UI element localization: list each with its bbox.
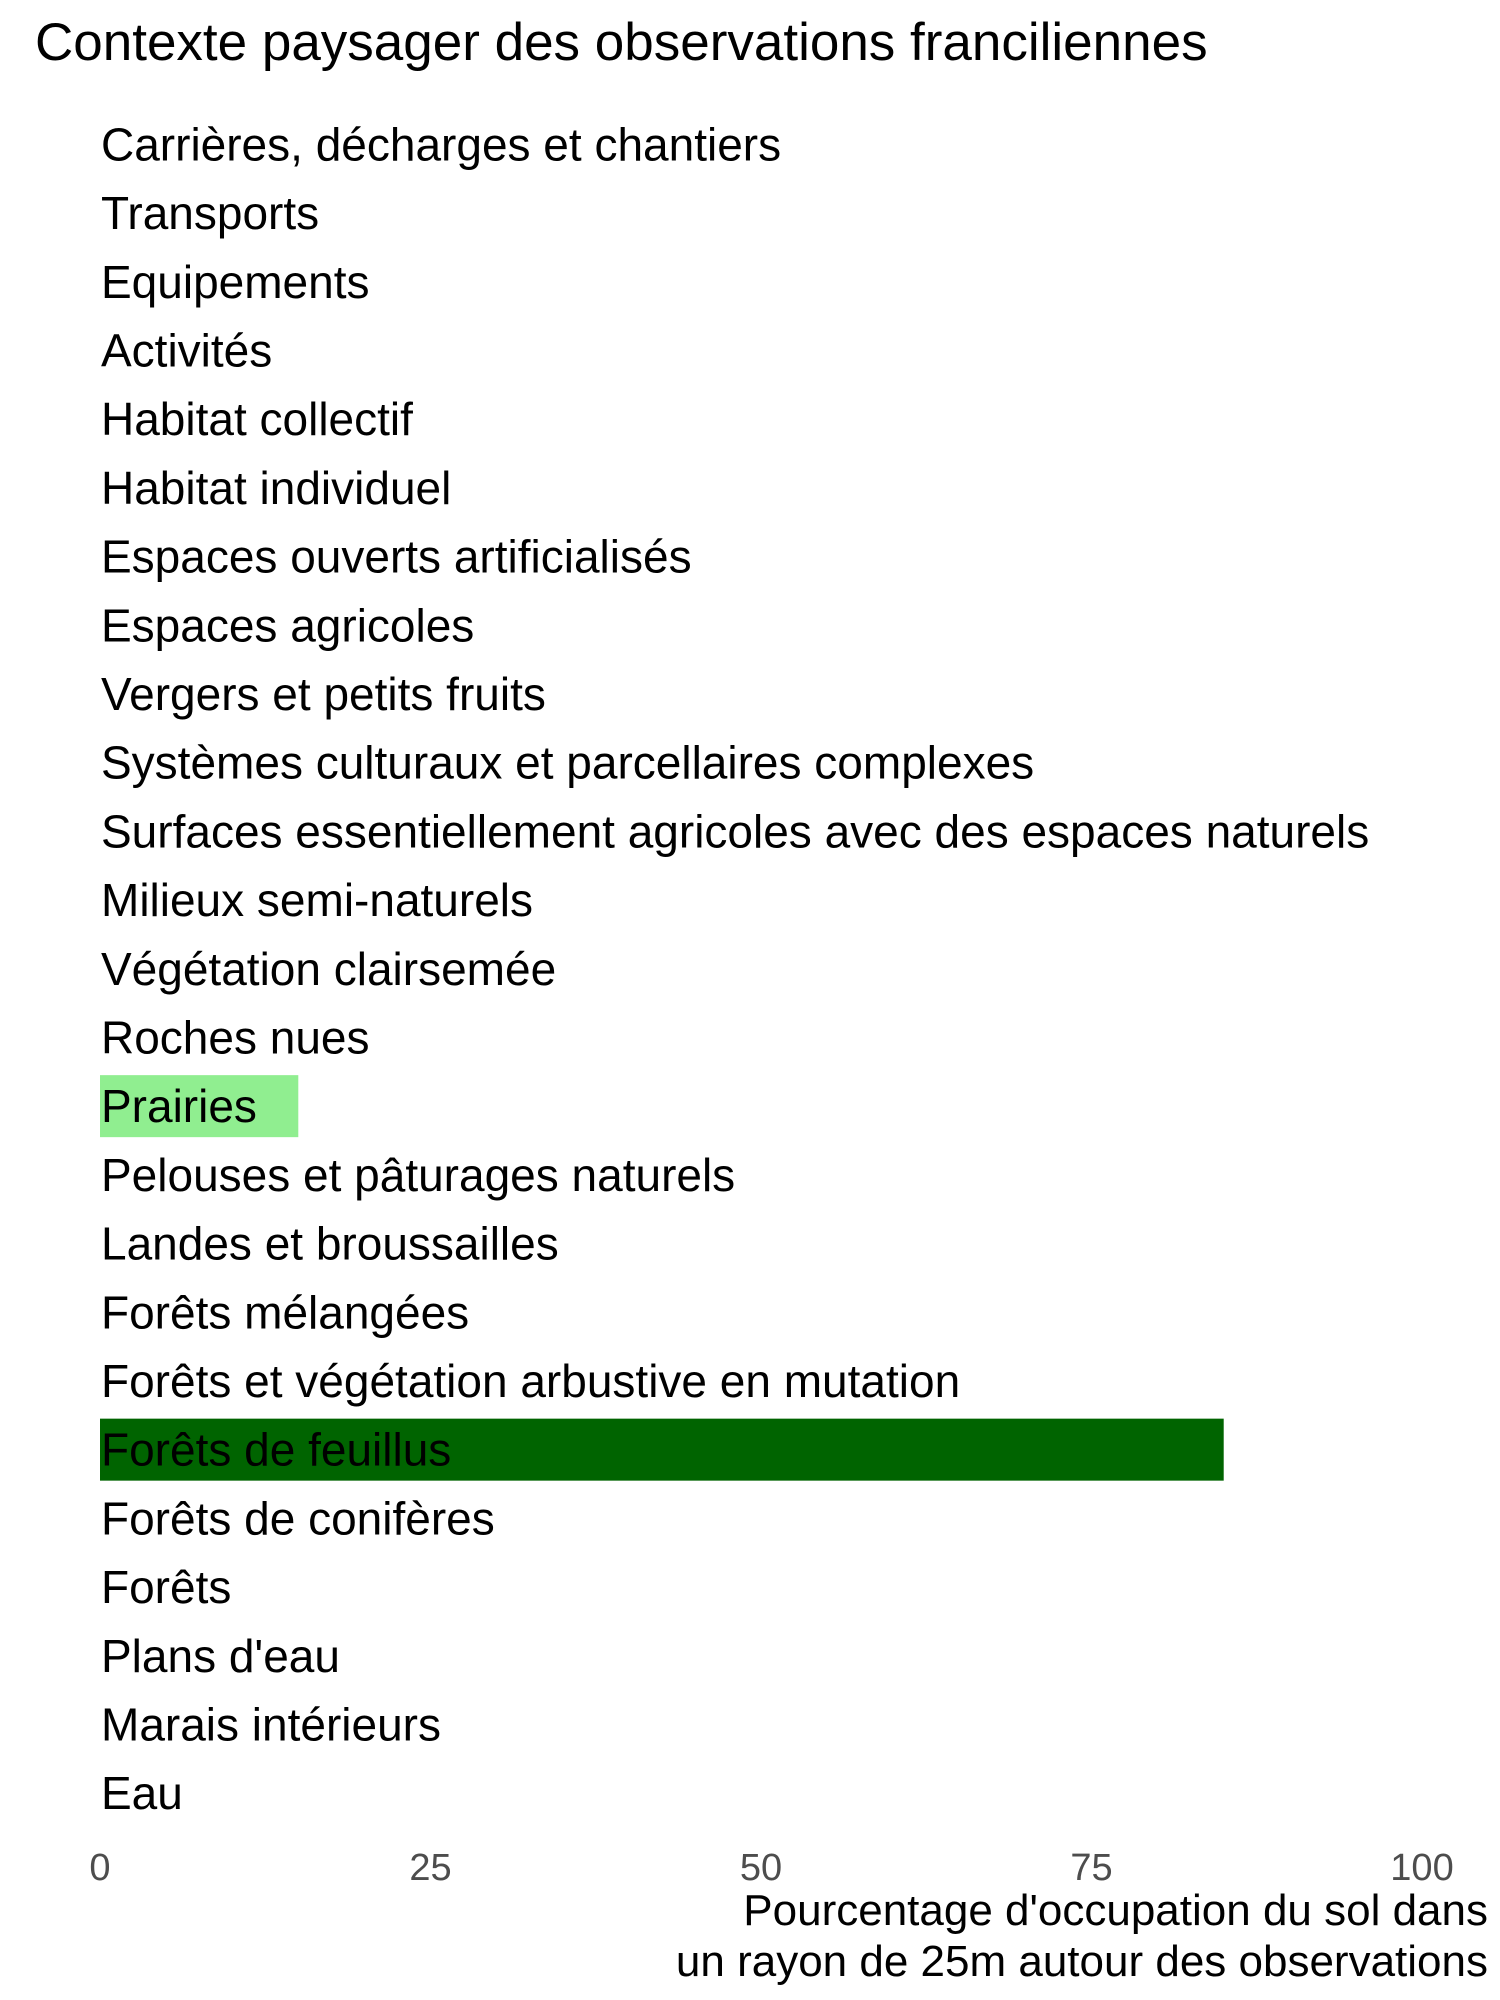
category-label-landes-et-broussailles: Landes et broussailles (101, 1217, 559, 1270)
category-label-milieux-semi-naturels: Milieux semi-naturels (101, 874, 534, 927)
x-axis-ticks (89, 1847, 1453, 1889)
bars-layer (100, 1075, 1224, 1481)
category-label-marais-interieurs: Marais intérieurs (101, 1698, 441, 1751)
x-tick-label-0: 0 (89, 1847, 111, 1889)
category-label-transports: Transports (101, 187, 320, 240)
category-label-espaces-ouverts-artificialises: Espaces ouverts artificialisés (101, 530, 692, 583)
x-tick-label-50: 50 (739, 1847, 783, 1889)
x-tick-label-75: 75 (1070, 1847, 1113, 1889)
category-label-surfaces-essentiellement-agricoles-avec-des-espaces-naturels: Surfaces essentiellement agricoles avec des espaces naturels (101, 805, 1370, 858)
x-axis-title-line-2: un rayon de 25m autour des observations (675, 1937, 1488, 1986)
category-label-forets-melangees: Forêts mélangées (101, 1286, 470, 1339)
category-label-forets-de-feuillus: Forêts de feuillus (101, 1423, 452, 1476)
category-label-activites: Activités (101, 324, 273, 377)
x-axis-title (676, 1885, 1488, 1987)
chart-title: Contexte paysager des observations franciliennes (35, 13, 1208, 72)
category-label-equipements: Equipements (101, 255, 370, 308)
category-label-habitat-individuel: Habitat individuel (101, 461, 452, 514)
category-label-plans-d-eau: Plans d'eau (101, 1629, 340, 1682)
category-label-carrieres-decharges-et-chantiers: Carrières, décharges et chantiers (101, 118, 782, 171)
category-label-forets-de-coniferes: Forêts de conifères (101, 1492, 495, 1545)
category-label-systemes-culturaux-et-parcellaires-complexes: Systèmes culturaux et parcellaires complexes (101, 736, 1035, 789)
category-label-vergers-et-petits-fruits: Vergers et petits fruits (101, 667, 546, 720)
x-tick-label-100: 100 (1390, 1847, 1454, 1889)
category-label-roches-nues: Roches nues (101, 1011, 370, 1064)
category-label-espaces-agricoles: Espaces agricoles (101, 599, 475, 652)
category-label-vegetation-clairsemee: Végétation clairsemée (101, 942, 557, 995)
category-label-eau: Eau (101, 1767, 183, 1820)
category-label-forets: Forêts (101, 1561, 232, 1614)
category-labels (101, 118, 1369, 1819)
category-label-pelouses-et-paturages-naturels: Pelouses et pâturages naturels (101, 1148, 736, 1201)
x-tick-label-25: 25 (409, 1847, 452, 1889)
category-label-habitat-collectif: Habitat collectif (101, 393, 413, 446)
x-axis-title-line-1: Pourcentage d'occupation du sol dans (743, 1886, 1488, 1935)
category-label-prairies: Prairies (101, 1080, 257, 1133)
category-label-forets-et-vegetation-arbustive-en-mutation: Forêts et végétation arbustive en mutation (101, 1354, 961, 1407)
